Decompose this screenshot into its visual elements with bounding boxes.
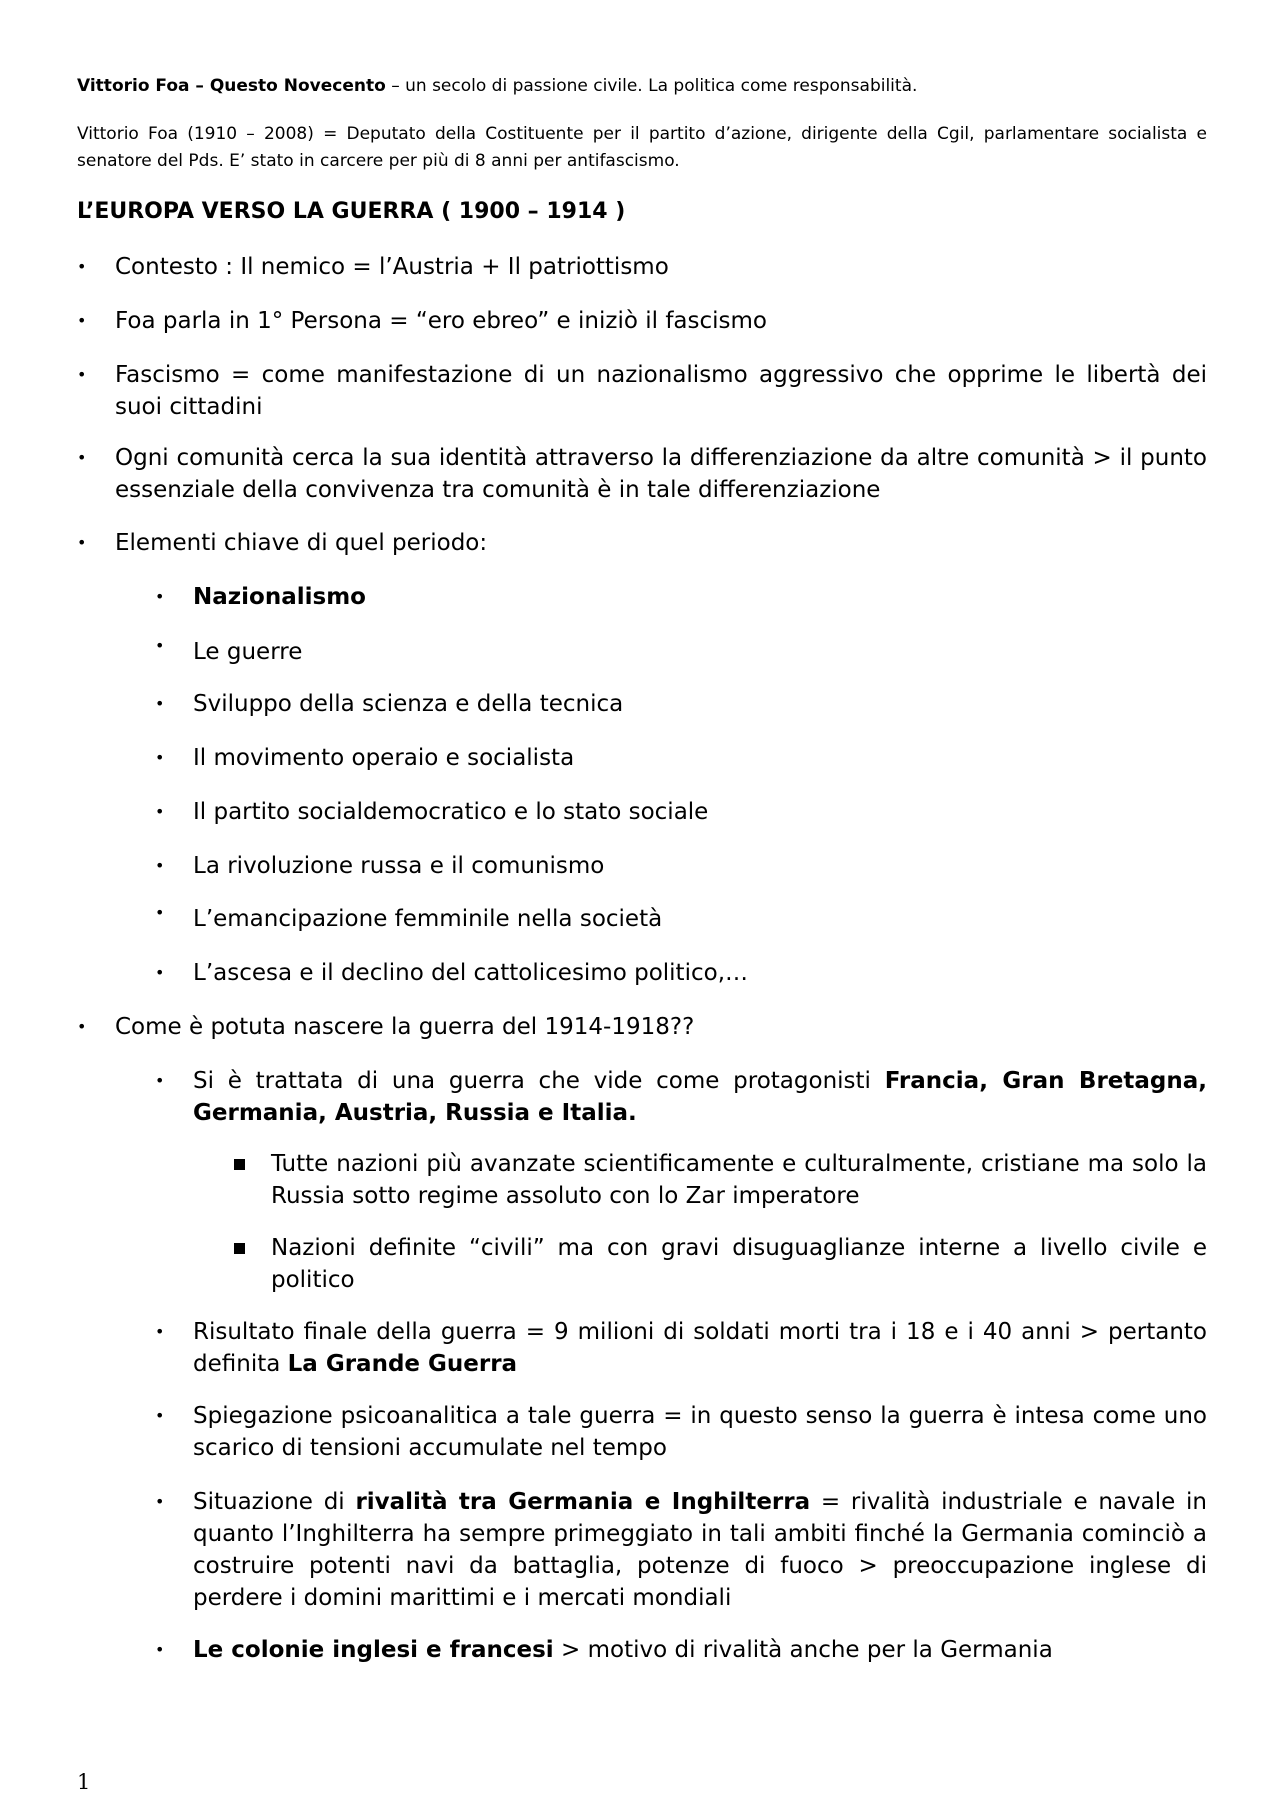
bullet-icon: • — [77, 365, 87, 384]
list-item-text: Risultato finale della guerra = 9 milioni di soldati morti tra i 18 e i 40 anni > pertanto definita La Grande Guerra — [193, 1319, 1207, 1377]
colonies-highlight: Le colonie inglesi e francesi — [193, 1637, 554, 1663]
bullet-icon: • — [155, 802, 165, 821]
list-item-text: Sviluppo della scienza e della tecnica — [193, 691, 624, 717]
square-bullet-icon — [234, 1243, 245, 1254]
bullet-icon: • — [155, 748, 165, 767]
list-item — [77, 688, 1207, 720]
header-title: Vittorio Foa – Questo Novecento — [77, 76, 386, 96]
bullet-icon: • — [155, 1071, 165, 1090]
list-item-text: Ogni comunità cerca la sua identità attraverso la differenziazione da altre comunità > il punto essenziale della convivenza tra comunità è in tale differenziazione — [115, 445, 1207, 503]
list-item — [77, 742, 1207, 774]
intro-paragraph: Vittorio Foa (1910 – 2008) = Deputato della Costituente per il partito d’azione, dirigente della Cgil, parlamentare socialista e senatore del Pds. E’ stato in carcere per più di 8 anni per antifascismo. — [77, 124, 1207, 171]
bullet-icon: • — [155, 636, 165, 655]
grande-guerra: La Grande Guerra — [287, 1351, 518, 1377]
list-item — [77, 1486, 1207, 1614]
list-item — [77, 305, 1207, 337]
section-heading: L’EUROPA VERSO LA GUERRA ( 1900 – 1914 ) — [77, 199, 626, 224]
list-item-text: La rivoluzione russa e il comunismo — [193, 853, 605, 879]
bullet-icon: • — [77, 1017, 87, 1036]
list-item-text: Le guerre — [193, 639, 303, 665]
bullet-icon: • — [155, 903, 165, 922]
bullet-icon: • — [77, 257, 87, 276]
list-item — [77, 581, 1207, 613]
list-item — [77, 1148, 1207, 1212]
list-item — [77, 442, 1207, 506]
list-item — [77, 1634, 1207, 1666]
bullet-icon: • — [155, 963, 165, 982]
list-item — [77, 957, 1207, 989]
list-item — [77, 359, 1207, 423]
bullet-icon: • — [155, 587, 165, 606]
list-item-text: Il movimento operaio e socialista — [193, 745, 575, 771]
list-item — [77, 251, 1207, 283]
page-number: 1 — [77, 1770, 91, 1794]
list-item-text: Nazioni definite “civili” ma con gravi disuguaglianze interne a livello civile e politico — [271, 1235, 1207, 1293]
list-item-text: Spiegazione psicoanalitica a tale guerra = in questo senso la guerra è intesa come uno scarico di tensioni accumulate nel tempo — [193, 1403, 1207, 1461]
list-item — [77, 1232, 1207, 1296]
list-item — [77, 1065, 1207, 1129]
list-item — [77, 796, 1207, 828]
list-item-text: Nazionalismo — [193, 584, 366, 610]
list-item-text: Come è potuta nascere la guerra del 1914-1918?? — [115, 1014, 695, 1040]
document-header — [77, 73, 1207, 100]
list-item — [77, 527, 1207, 559]
header-subtitle: – un secolo di passione civile. La politica come responsabilità. — [385, 76, 918, 96]
list-item — [77, 636, 1207, 668]
bullet-icon: • — [155, 1322, 165, 1341]
bullet-icon: • — [77, 311, 87, 330]
list-item-text: Elementi chiave di quel periodo: — [115, 530, 488, 556]
list-item-text: L’ascesa e il declino del cattolicesimo politico,… — [193, 960, 748, 986]
bullet-icon: • — [155, 1492, 165, 1511]
list-item-text: Le colonie inglesi e francesi > motivo di rivalità anche per la Germania — [193, 1637, 1053, 1663]
rivalry-highlight: rivalità tra Germania e Inghilterra — [355, 1489, 811, 1515]
list-item-text: Si è trattata di una guerra che vide come protagonisti Francia, Gran Bretagna, Germania, Austria, Russia e Italia. — [193, 1068, 1208, 1126]
protagonists: Francia, Gran Bretagna, Germania, Austria, Russia e Italia. — [193, 1068, 1208, 1126]
bullet-icon: • — [155, 1640, 165, 1659]
list-item — [77, 903, 1207, 935]
list-item-text: L’emancipazione femminile nella società — [193, 906, 663, 932]
bullet-icon: • — [155, 694, 165, 713]
bullet-icon: • — [77, 533, 87, 552]
list-item-text: Contesto : Il nemico = l’Austria + Il patriottismo — [115, 254, 669, 280]
list-item-text: Tutte nazioni più avanzate scientificamente e culturalmente, cristiane ma solo la Russia sotto regime assoluto con lo Zar imperatore — [271, 1151, 1207, 1209]
list-item — [77, 1400, 1207, 1464]
square-bullet-icon — [234, 1159, 245, 1170]
list-item — [77, 850, 1207, 882]
list-item-text: Il partito socialdemocratico e lo stato sociale — [193, 799, 709, 825]
list-item-text: Situazione di rivalità tra Germania e Inghilterra = rivalità industriale e navale in quanto l’Inghilterra ha sempre primeggiato in tali ambiti finché la Germania cominciò a costruire potenti navi da battaglia, potenze di fuoco > preoccupazione inglese di perdere i domini marittimi e i mercati mondiali — [193, 1489, 1207, 1611]
list-item — [77, 1316, 1207, 1380]
list-item-text: Fascismo = come manifestazione di un nazionalismo aggressivo che opprime le libertà dei suoi cittadini — [115, 362, 1207, 420]
bullet-icon: • — [155, 856, 165, 875]
bullet-icon: • — [155, 1406, 165, 1425]
list-item — [77, 1011, 1207, 1043]
list-item-text: Foa parla in 1° Persona = “ero ebreo” e iniziò il fascismo — [115, 308, 767, 334]
bullet-icon: • — [77, 448, 87, 467]
